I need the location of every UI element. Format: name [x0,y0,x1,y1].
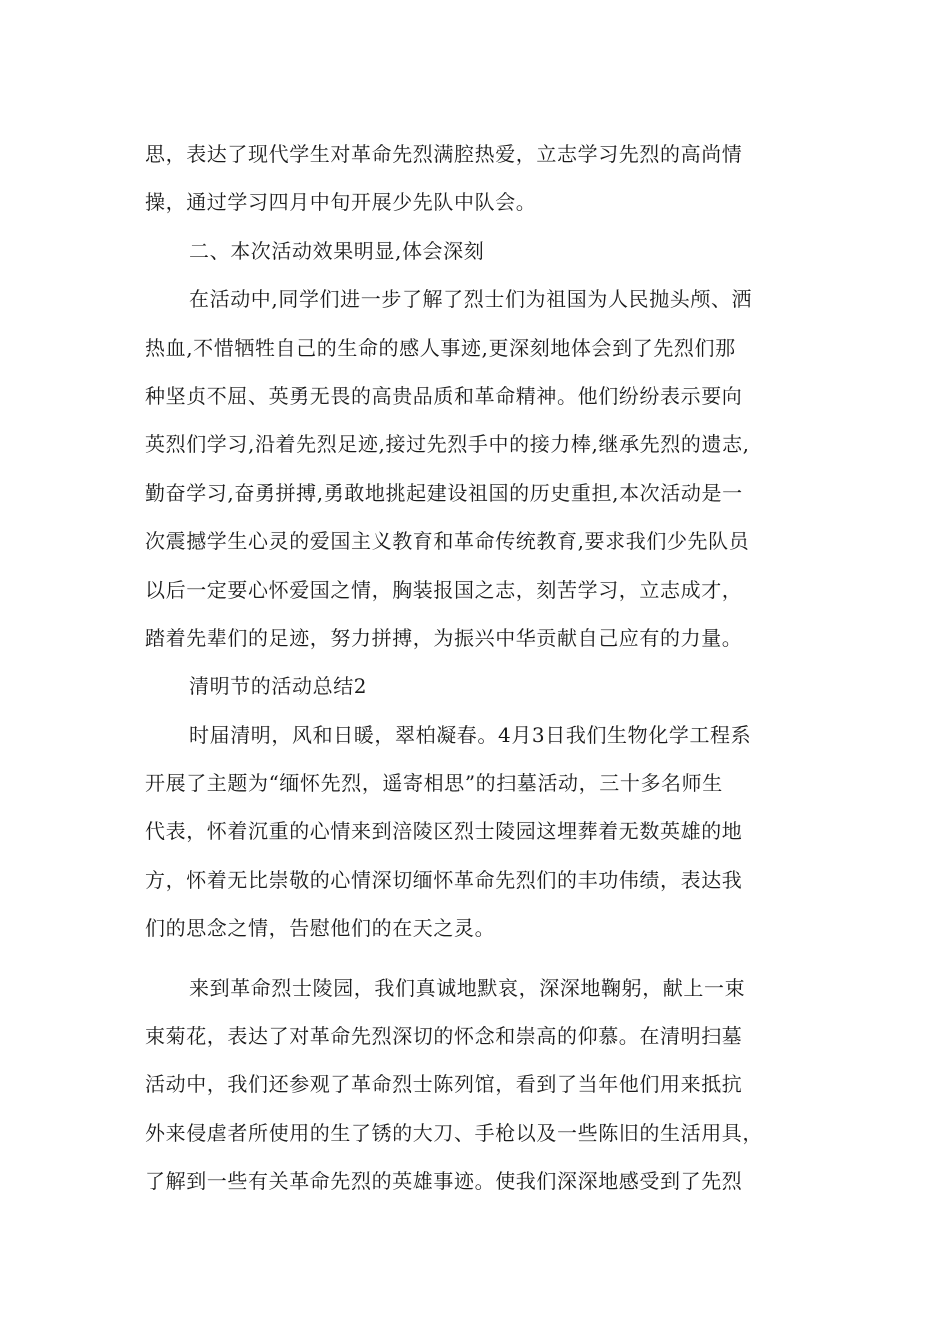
text-line: 在活动中,同学们进一步了解了烈士们为祖国为人民抛头颅、洒 [189,287,753,312]
text-line: 来到革命烈士陵园，我们真诚地默哀，深深地鞠躬，献上一束 [189,975,746,1000]
text-line: 英烈们学习,沿着先烈足迹,接过先烈手中的接力棒,继承先烈的遗志, [145,432,750,457]
paragraph-spacer [145,953,815,964]
heading-text: 清明节的活动总结2 [189,674,368,699]
paragraph-intro-continuation [145,130,815,227]
text-line: 了解到一些有关革命先烈的英雄事迹。使我们深深地感受到了先烈 [145,1169,743,1194]
text-line: 勤奋学习,奋勇拼搏,勇敢地挑起建设祖国的历史重担,本次活动是一 [145,480,743,505]
text-line: 次震撼学生心灵的爱国主义教育和革命传统教育,要求我们少先队员 [145,529,750,554]
text-line: 开展了主题为“缅怀先烈，遥寄相思”的扫墓活动，三十多名师生 [145,771,723,796]
text-line: 外来侵虐者所使用的生了锈的大刀、手枪以及一些陈旧的生活用具， [145,1120,763,1145]
heading-text: 二、本次活动效果明显,体会深刻 [189,238,485,263]
text-line: 们的思念之情，告慰他们的在天之灵。 [145,916,496,941]
document-body [145,130,815,1206]
text-line: 方，怀着无比崇敬的心情深切缅怀革命先烈们的丰功伟绩，表达我 [145,867,743,892]
article-heading [145,662,815,710]
paragraph-cemetery-visit [145,964,815,1206]
text-line: 热血,不惜牺牲自己的生命的感人事迹,更深刻地体会到了先烈们那 [145,335,736,360]
text-line: 以后一定要心怀爱国之情，胸装报国之志，刻苦学习，立志成才， [145,577,743,602]
text-line: 束菊花，表达了对革命先烈深切的怀念和崇高的仰慕。在清明扫墓 [145,1024,743,1049]
paragraph-qingming-intro [145,711,815,953]
text-line: 操，通过学习四月中旬开展少先队中队会。 [145,190,537,215]
text-line: 思，表达了现代学生对革命先烈满腔热爱，立志学习先烈的高尚情 [145,142,743,166]
section-heading [145,227,815,275]
text-line: 种坚贞不屈、英勇无畏的高贵品质和革命精神。他们纷纷表示要向 [145,383,743,408]
paragraph-activity-effect [145,275,815,662]
text-line: 代表，怀着沉重的心情来到涪陵区烈士陵园这埋葬着无数英雄的地 [145,819,743,844]
text-line: 时届清明，风和日暖，翠柏凝春。4月3日我们生物化学工程系 [189,722,752,747]
text-line: 活动中，我们还参观了革命烈士陈列馆，看到了当年他们用来抵抗 [145,1072,743,1097]
text-line: 踏着先辈们的足迹，努力拼搏，为振兴中华贡献自己应有的力量。 [145,625,743,650]
